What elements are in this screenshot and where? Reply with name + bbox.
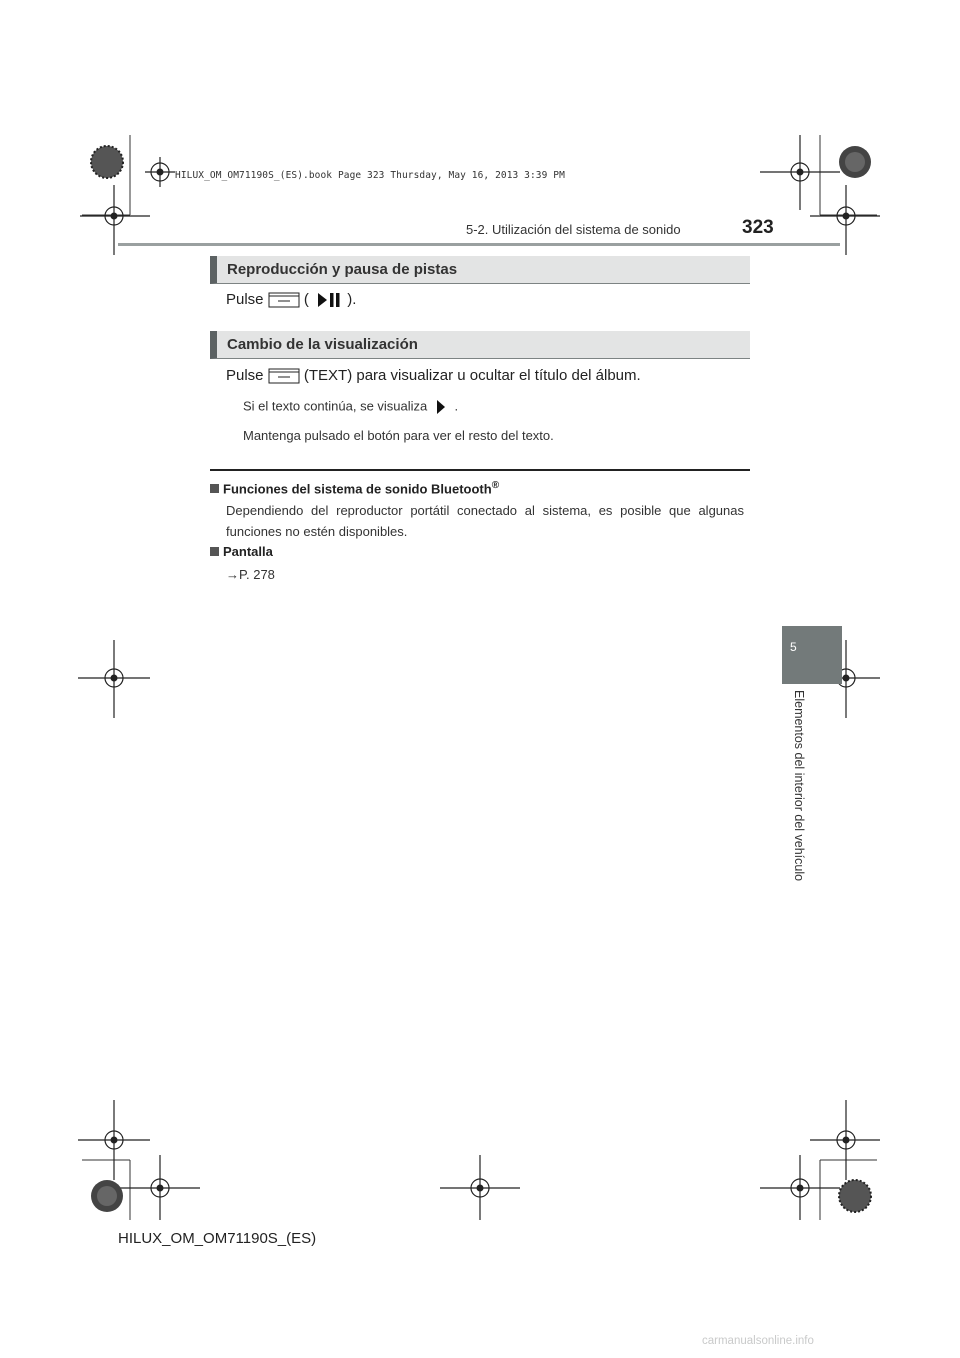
square-bullet-icon xyxy=(210,484,219,493)
header-rule xyxy=(118,243,840,246)
instruction-prefix: Pulse xyxy=(226,291,264,308)
registered-mark: ® xyxy=(491,480,500,491)
registration-target-icon xyxy=(78,135,880,1220)
starburst-mark-icon xyxy=(91,146,871,1212)
instruction-prefix: Pulse xyxy=(226,367,264,384)
paren-open: ( xyxy=(303,291,309,308)
paren-close: ). xyxy=(347,291,357,308)
play-pause-icon xyxy=(313,291,343,309)
section-divider xyxy=(210,469,750,471)
info-heading-text: Pantalla xyxy=(223,544,273,559)
chapter-tab xyxy=(782,626,842,684)
instruction-display xyxy=(226,367,641,384)
page-number: 323 xyxy=(742,217,774,238)
page-reference: →P. 278 xyxy=(226,567,275,582)
running-header: 5-2. Utilización del sistema de sonido xyxy=(466,222,681,237)
info-heading-text: Funciones del sistema de sonido Bluetooth xyxy=(223,481,492,497)
note-suffix: . xyxy=(454,398,459,414)
section-heading-playback xyxy=(210,256,750,284)
radio-button-icon xyxy=(268,292,300,308)
instruction-playback xyxy=(226,291,356,309)
radio-button-icon xyxy=(268,368,300,384)
note-prefix: Si el texto continúa, se visualiza xyxy=(243,398,428,414)
continue-arrow-icon xyxy=(431,398,451,416)
chapter-number: 5 xyxy=(790,640,797,654)
chapter-title-vertical: Elementos del interior del vehículo xyxy=(792,690,806,882)
watermark: carmanualsonline.info xyxy=(702,1335,814,1347)
info-body-bluetooth: Dependiendo del reproductor portátil conectado al sistema, es posible que algunas funciones no estén disponibles. xyxy=(226,503,744,539)
section-heading-display xyxy=(210,331,750,359)
info-heading-screen xyxy=(210,544,273,559)
note-text-continues xyxy=(243,398,458,416)
section-title: Cambio de la visualización xyxy=(227,336,418,353)
info-heading-bluetooth xyxy=(210,480,499,496)
instruction-suffix: (TEXT) para visualizar u ocultar el título del álbum. xyxy=(303,367,641,384)
square-bullet-icon xyxy=(210,547,219,556)
section-title: Reproducción y pausa de pistas xyxy=(227,261,458,278)
print-info-line: HILUX_OM_OM71190S_(ES).book Page 323 Thursday, May 16, 2013 3:39 PM xyxy=(175,170,565,181)
manual-code: HILUX_OM_OM71190S_(ES) xyxy=(118,1230,317,1247)
note-hold-button: Mantenga pulsado el botón para ver el resto del texto. xyxy=(243,428,554,443)
